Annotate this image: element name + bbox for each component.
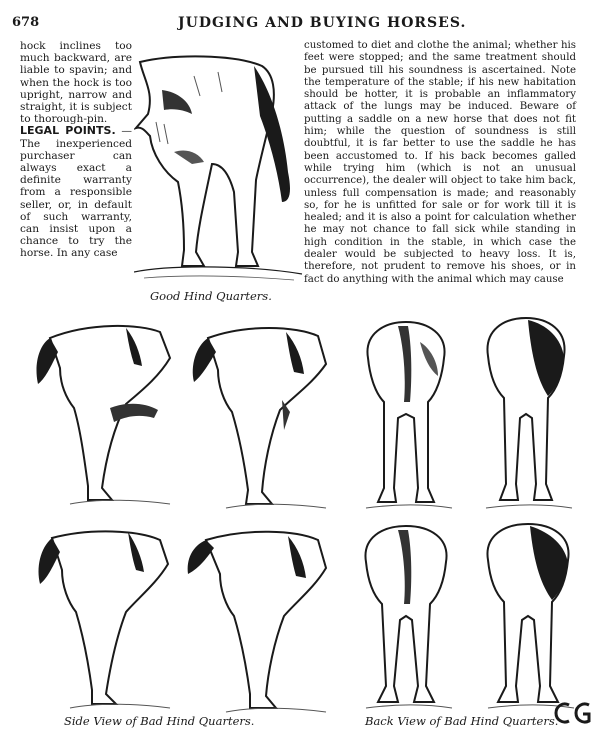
page-number: 678 (12, 15, 40, 30)
side-view-illustration-2 (186, 320, 336, 510)
good-hind-quarters-caption: Good Hind Quarters. (150, 289, 272, 303)
left-text-column (20, 40, 132, 260)
legal-points-paragraph (20, 125, 132, 259)
legal-points-heading: LEGAL POINTS. (20, 124, 116, 138)
left-intro-paragraph: hock inclines too much backward, are liable to spavin; and when the hock is too upright, narrow and straight, it is subject to thorough-pin. (20, 40, 132, 126)
back-view-caption: Back View of Bad Hind Quarters. (365, 714, 559, 728)
side-view-illustration-1 (30, 318, 180, 508)
right-text-column (304, 40, 576, 286)
good-hind-quarters-illustration (134, 52, 304, 284)
back-view-illustration-3 (356, 522, 456, 712)
running-head: JUDGING AND BUYING HORSES. (178, 15, 467, 31)
side-view-caption: Side View of Bad Hind Quarters. (64, 714, 255, 728)
legal-points-text: — The inexperienced purchaser can always exact a definite warranty from a responsible seller, or, in default of such warranty, can insist upon a chance to try the horse. In any case (20, 125, 132, 260)
right-paragraph: customed to diet and clothe the animal; whether his feet were stopped; and the same treatment should be pursued till his soundness is ascertained. Note the temperature of the stable; if his new habitation should be hotter, it is probable an inflammatory attack of the lungs may be induced. Beware of putting a saddle on a new horse that does not fit him; while the question of soundness is still doubtful, it is far better to use the saddle he has been accustomed to. If his back becomes galled while trying him (which is not an unusual occurrence), the dealer will object to take him back, unless full compensation is made; and reasonably so, for he is unfitted for sale or for work till it is healed; and it is also a point for calculation whether he may not chance to fall sick while standing in high condition in the stable, in which case the dealer would be subjected to heavy loss. It is, therefore, not prudent to remove his shoes, or in fact do anything with the animal which may cause (304, 40, 576, 285)
side-view-illustration-4 (186, 524, 336, 714)
back-view-illustration-1 (356, 318, 456, 514)
page-header (8, 12, 594, 32)
watermark-logo (553, 700, 593, 726)
back-view-illustration-2 (476, 314, 576, 514)
back-view-illustration-4 (478, 520, 578, 712)
side-view-illustration-3 (30, 522, 180, 712)
